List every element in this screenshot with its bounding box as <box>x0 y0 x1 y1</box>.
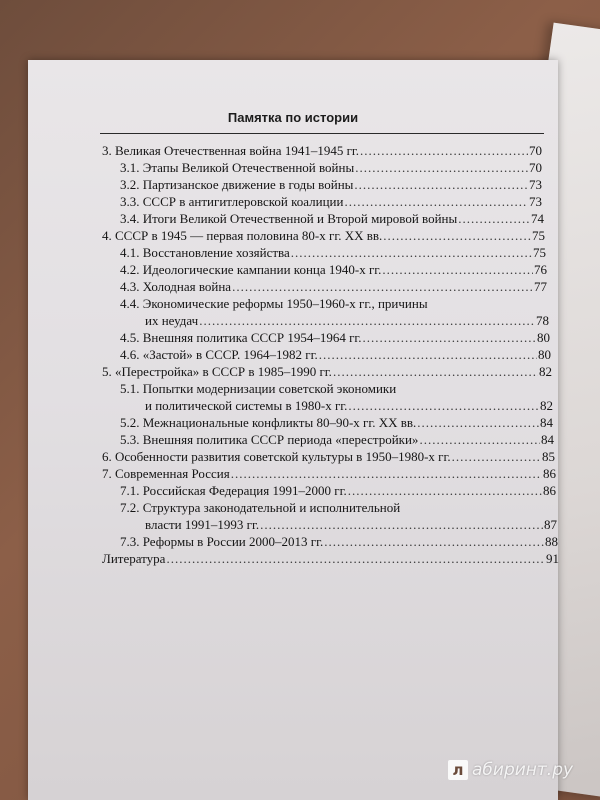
toc-entry-title: 3.4. Итоги Великой Отечественной и Второй мировой войны <box>120 211 458 226</box>
leader-dots <box>319 346 537 364</box>
toc-entry <box>120 482 556 500</box>
toc-entry-page: 91 <box>546 551 559 566</box>
toc-entry-page: 88 <box>545 534 558 549</box>
toc-entry <box>120 176 542 194</box>
toc-entry-page: 85 <box>542 449 555 464</box>
toc-entry-title: 3.2. Партизанское движение в годы войны <box>120 177 354 192</box>
leader-dots <box>417 414 539 432</box>
leader-dots <box>291 244 532 262</box>
toc-entry <box>120 244 546 262</box>
toc-entry <box>102 363 552 381</box>
leader-dots <box>348 482 542 500</box>
toc-entry <box>120 329 550 347</box>
toc-entry <box>102 142 542 160</box>
toc-entry-page: 80 <box>538 347 551 362</box>
toc-entry <box>120 346 551 364</box>
toc-entry-page: 86 <box>543 483 556 498</box>
toc-entry-page: 74 <box>531 211 544 226</box>
toc-entry-page: 84 <box>541 432 554 447</box>
leader-dots <box>231 465 542 483</box>
toc-entry <box>120 261 547 279</box>
leader-dots <box>232 278 533 296</box>
leader-dots <box>333 363 538 381</box>
toc-entry-title: 7.1. Российская Федерация 1991–2000 гг. <box>120 483 347 498</box>
toc-entry-page: 87 <box>544 517 557 532</box>
toc-entry-title: Литература <box>102 551 166 566</box>
toc-entry <box>102 550 559 568</box>
toc-entry-title: 5.3. Внешняя политика СССР периода «перестройки» <box>120 432 419 447</box>
toc-entry <box>102 465 556 483</box>
toc-entry-page: 70 <box>529 143 542 158</box>
toc-entry-page: 82 <box>539 364 552 379</box>
toc-entry-page: 80 <box>537 330 550 345</box>
leader-dots <box>348 397 539 415</box>
labirint-logo-icon: л <box>448 760 468 780</box>
toc-entry-title: 3. Великая Отечественная война 1941–1945 гг. <box>102 143 360 158</box>
leader-dots <box>360 142 528 160</box>
leader-dots <box>383 227 531 245</box>
leader-dots <box>324 533 544 551</box>
toc-entry-page: 84 <box>540 415 553 430</box>
leader-dots <box>419 431 540 449</box>
toc-entry-title-continued: и политической системы в 1980-х гг. <box>145 398 348 413</box>
leader-dots <box>166 550 545 568</box>
leader-dots <box>458 210 530 228</box>
running-header: Памятка по истории <box>227 110 359 125</box>
toc-entry-title: 5. «Перестройка» в СССР в 1985–1990 гг. <box>102 364 332 379</box>
toc-entry-title: 7.2. Структура законодательной и исполнительной <box>120 500 401 515</box>
toc-entry <box>120 193 542 211</box>
toc-entry-title: 5.2. Межнациональные конфликты 80–90-х гг. XX вв. <box>120 415 417 430</box>
toc-entry-title: 4.2. Идеологические кампании конца 1940-х гг. <box>120 262 382 277</box>
toc-entry <box>120 533 558 551</box>
toc-entry <box>120 278 547 296</box>
toc-entry-page: 76 <box>534 262 547 277</box>
toc-entry <box>145 397 553 415</box>
toc-entry-page: 73 <box>529 194 542 209</box>
toc-entry-title-continued: их неудач <box>145 313 199 328</box>
watermark <box>448 760 573 780</box>
leader-dots <box>382 261 533 279</box>
toc-entry-title: 6. Особенности развития советской культуры в 1950–1980-х гг. <box>102 449 451 464</box>
toc-entry-title: 5.1. Попытки модернизации советской экономики <box>120 381 397 396</box>
toc-entry <box>120 210 544 228</box>
leader-dots <box>199 312 535 330</box>
toc-entry-title-continued: власти 1991–1993 гг. <box>145 517 260 532</box>
toc-entry <box>102 227 545 245</box>
leader-dots <box>354 176 528 194</box>
header-rule <box>100 133 544 134</box>
toc-entry-title: 7.3. Реформы в России 2000–2013 гг. <box>120 534 324 549</box>
toc-entry-page: 86 <box>543 466 556 481</box>
toc-entry-page: 75 <box>532 228 545 243</box>
toc-entry-page: 77 <box>534 279 547 294</box>
toc-entry-title: 4.4. Экономические реформы 1950–1960-х гг., причины <box>120 296 428 311</box>
leader-dots <box>355 159 528 177</box>
toc-entry-title: 4. СССР в 1945 — первая половина 80-х гг. XX вв. <box>102 228 383 243</box>
leader-dots <box>344 193 528 211</box>
toc-entry <box>145 516 557 534</box>
book-page <box>28 60 558 800</box>
toc-entry <box>120 159 542 177</box>
toc-entry-title: 3.3. СССР в антигитлеровской коалиции <box>120 194 344 209</box>
toc-entry-title: 4.5. Внешняя политика СССР 1954–1964 гг. <box>120 330 362 345</box>
toc-entry <box>102 448 555 466</box>
toc-entry-page: 75 <box>533 245 546 260</box>
toc-entry-page: 73 <box>529 177 542 192</box>
toc-entry-title: 4.6. «Застой» в СССР. 1964–1982 гг. <box>120 347 318 362</box>
toc-entry-page: 82 <box>540 398 553 413</box>
toc-entry-title: 4.3. Холодная война <box>120 279 232 294</box>
leader-dots <box>452 448 541 466</box>
watermark-text: абиринт.ру <box>472 760 574 780</box>
toc-entry <box>120 431 554 449</box>
toc-entry-page: 78 <box>536 313 549 328</box>
toc-entry <box>120 414 553 432</box>
leader-dots <box>363 329 536 347</box>
leader-dots <box>260 516 543 534</box>
toc-entry <box>145 312 549 330</box>
toc-entry-title: 3.1. Этапы Великой Отечественной войны <box>120 160 355 175</box>
toc-entry-title: 4.1. Восстановление хозяйства <box>120 245 290 260</box>
toc-entry-title: 7. Современная Россия <box>102 466 230 481</box>
toc-entry-page: 70 <box>529 160 542 175</box>
